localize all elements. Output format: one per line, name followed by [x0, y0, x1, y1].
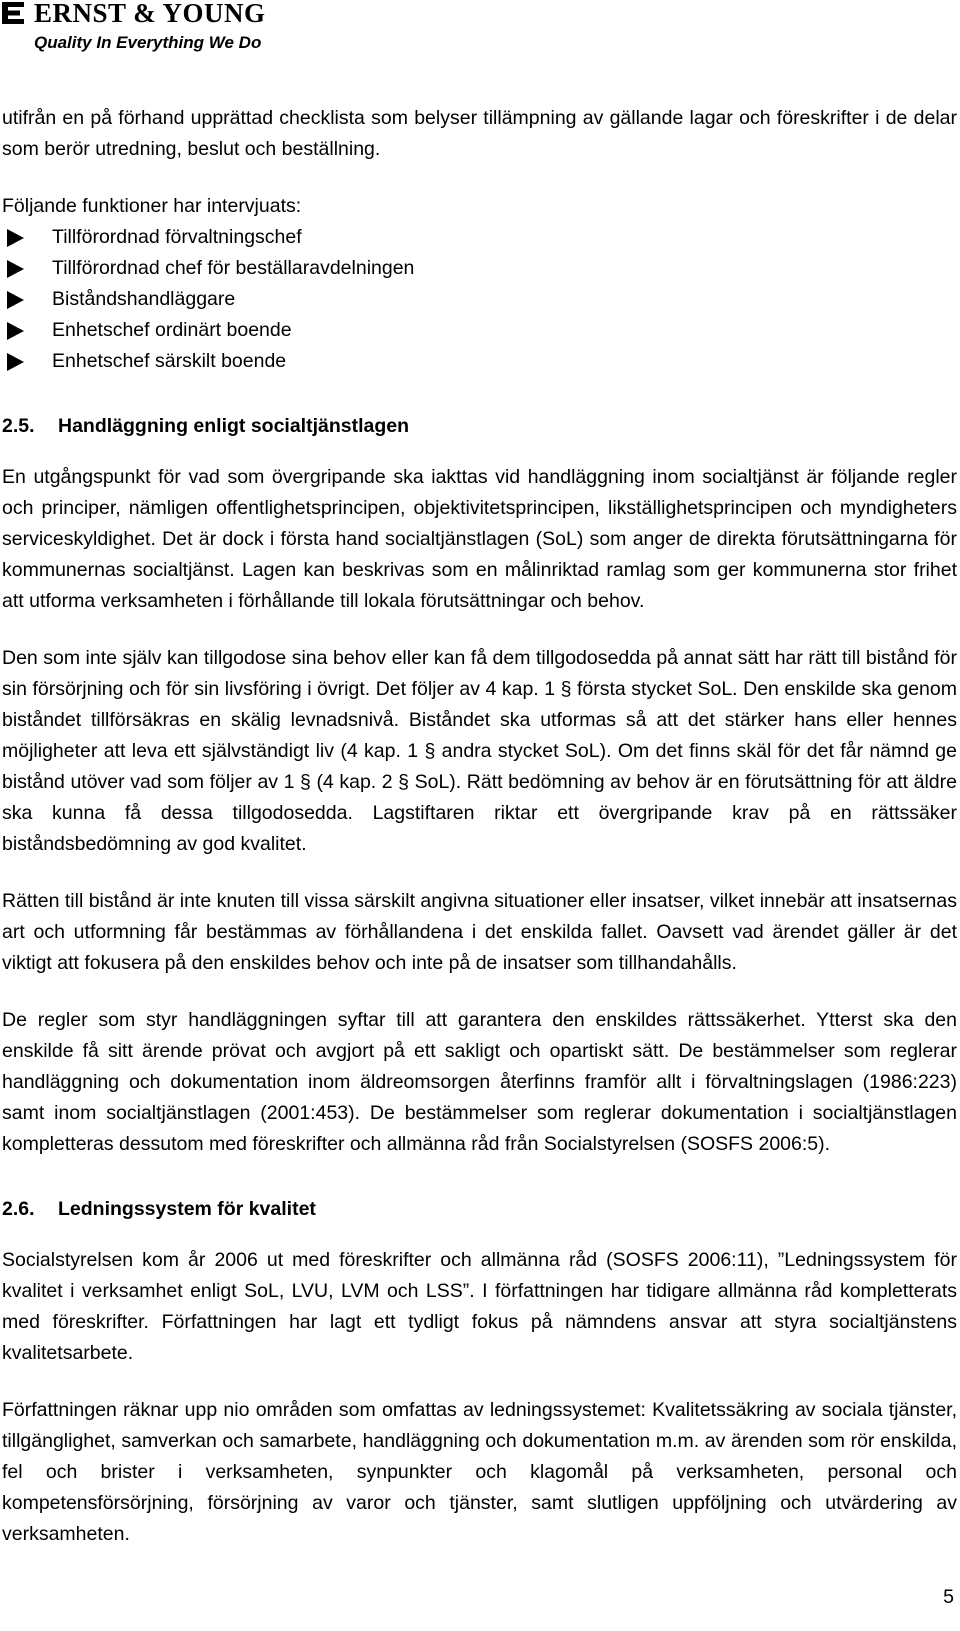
body-paragraph: Rätten till bistånd är inte knuten till vissa särskilt angivna situationer eller insatser, vilket innebär att insatsernas art och utformning får bestämmas av förhållandena i det enskilda fallet. Oavsett vad ärendet gäller är det viktigt att fokusera på den enskildes behov och inte på de insatser som tillhandahålls. — [2, 890, 957, 974]
section-number: 2.5. — [2, 415, 35, 437]
list-item-text: Tillförordnad chef för beställaravdelningen — [52, 257, 415, 279]
list-item — [2, 346, 957, 377]
page-number: 5 — [943, 1586, 954, 1608]
section-heading-2-6 — [2, 1194, 957, 1225]
list-item-text: Enhetschef särskilt boende — [52, 350, 287, 372]
list-item — [2, 284, 957, 315]
section-number: 2.6. — [2, 1198, 35, 1220]
list-item-text: Enhetschef ordinärt boende — [52, 319, 292, 341]
company-tagline: Quality In Everything We Do — [34, 33, 262, 52]
section-title: Handläggning enligt socialtjänstlagen — [58, 415, 410, 437]
body-paragraph: Den som inte själv kan tillgodose sina behov eller kan få dem tillgodosedda på annat sätt har rätt till bistånd för sin försörjning och för sin livsföring i övrigt. Det följer av 4 kap. 1 § första stycket SoL. Den enskilde ska genom biståndet tillförsäkras en skälig levnadsnivå. Biståndet ska utformas så att det stärker hans eller hennes möjligheter att leva ett självständigt liv (4 kap. 1 § andra stycket SoL). Om det finns skäl för det får nämnd ge bistånd utöver vad som följer av 1 § (4 kap. 2 § SoL). Rätt bedömning av behov är en förutsättning för att äldre ska kunna få dessa tillgodosedda. Lagstiftaren riktar ett övergripande krav på en rättssäker biståndsbedömning av god kvalitet. — [2, 647, 957, 855]
body-paragraph: De regler som styr handläggningen syftar till att garantera den enskildes rättssäkerhet. Ytterst ska den enskilde få sitt ärende prövat och avgjort på ett sakligt och opartiskt sätt. De bestämmelser som reglerar handläggning och dokumentation inom äldreomsorgen återfinns framför allt i förvaltningslagen (1986:223) samt inom socialtjänstlagen (2001:453). De bestämmelser som reglerar dokumentation i socialtjänstlagen kompletteras dessutom med föreskrifter och allmänna råd från Socialstyrelsen (SOSFS 2006:5). — [2, 1009, 957, 1155]
body-paragraph: Socialstyrelsen kom år 2006 ut med föreskrifter och allmänna råd (SOSFS 2006:11), ”Ledningssystem för kvalitet i verksamhet enligt SoL, LVU, LVM och LSS”. I författningen har tidigare allmänna råd kompletterats med föreskrifter. Författningen har lagt ett tydligt fokus på nämndens ansvar att styra socialtjänstens kvalitetsarbete. — [2, 1249, 957, 1364]
intro-paragraph: utifrån en på förhand upprättad checklista som belyser tillämpning av gällande lagar och föreskrifter i de delar som berör utredning, beslut och beställning. — [2, 107, 957, 160]
list-item — [2, 253, 957, 284]
body-paragraph: Författningen räknar upp nio områden som omfattas av ledningssystemet: Kvalitetssäkring av sociala tjänster, tillgänglighet, samverkan och samarbete, handläggning och dokumentation m.m. av ärenden som rör enskilda, fel och brister i verksamheten, synpunkter och klagomål på verksamheten, personal och kompetensförsörjning, försörjning av varor och tjänster, samt slutligen uppföljning och utvärdering av verksamheten. — [2, 1399, 957, 1545]
document-body — [2, 103, 957, 1550]
bullet-arrow-icon — [7, 260, 24, 278]
body-paragraph: En utgångspunkt för vad som övergripande ska iakttas vid handläggning inom socialtjänst är följande regler och principer, nämligen offentlighetsprincipen, objektivitetsprincipen, likställighetsprincipen och myndigheters serviceskyldighet. Det är dock i första hand socialtjänstlagen (SoL) som anger de direkta förutsättningarna för kommunernas socialtjänst. Lagen kan beskrivas som en målinriktad ramlag som ger kommunerna stor frihet att utforma verksamheten i förhållande till lokala förutsättningar och behov. — [2, 466, 957, 612]
bullet-arrow-icon — [7, 229, 24, 247]
section-heading-2-5 — [2, 411, 957, 442]
list-item-text: Biståndshandläggare — [52, 288, 236, 310]
list-item — [2, 222, 957, 253]
ey-logo-mark-icon — [2, 2, 24, 24]
interviews-lead: Följande funktioner har intervjuats: — [2, 195, 302, 217]
company-name: ERNST & YOUNG — [34, 0, 266, 28]
list-item — [2, 315, 957, 346]
interviews-list — [2, 222, 957, 377]
bullet-arrow-icon — [7, 353, 24, 371]
section-title: Ledningssystem för kvalitet — [58, 1198, 316, 1220]
bullet-arrow-icon — [7, 291, 24, 309]
bullet-arrow-icon — [7, 322, 24, 340]
list-item-text: Tillförordnad förvaltningschef — [52, 226, 302, 248]
